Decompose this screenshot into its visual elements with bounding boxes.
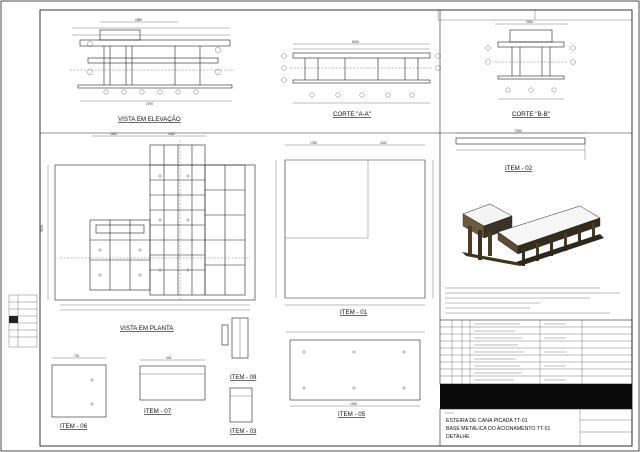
title-line-2: BASE METALICA DO ACIONAMENTO TT-01 <box>446 426 551 432</box>
dim-elev-bottom: 2700 <box>146 102 154 106</box>
title-block-black-band <box>440 384 632 409</box>
label-corte-aa: CORTE "A-A" <box>333 111 371 118</box>
label-vista-elevacao: VISTA EM ELEVAÇÃO <box>118 116 181 123</box>
label-corte-bb: CORTE "B-B" <box>512 111 550 118</box>
dim-item01-right: 1180 <box>380 141 387 145</box>
label-item-07: ITEM - 07 <box>144 408 172 415</box>
dim-item01-left: 1780 <box>310 141 318 145</box>
dim-item05-bottom: 1250 <box>350 402 358 406</box>
dim-planta-left: 5195 <box>40 224 44 232</box>
dim-bb-top: 2000 <box>526 20 534 24</box>
dim-planta-top-right: 1180 <box>168 132 175 136</box>
label-item-06: ITEM - 06 <box>60 423 88 430</box>
label-vista-planta: VISTA EM PLANTA <box>120 325 174 332</box>
title-line-3: DETALHE <box>446 434 470 440</box>
label-item-02: ITEM - 02 <box>505 165 533 172</box>
dim-item07-top: 400 <box>166 356 172 360</box>
dim-elev-top: 1880 <box>135 18 143 22</box>
dim-item02-top: 2000 <box>515 129 523 133</box>
label-item-01: ITEM - 01 <box>340 309 368 316</box>
label-item-09: ITEM - 09 <box>230 375 257 381</box>
label-item-05: ITEM - 05 <box>338 411 366 418</box>
label-item-03: ITEM - 03 <box>230 429 257 435</box>
dim-planta-top-left: 1180 <box>110 132 117 136</box>
title-line-1: ESTEIRA DE CANA PICADA TT-01 <box>446 418 528 424</box>
dim-aa-top: 6160 <box>352 40 360 44</box>
dim-item06-top: 700 <box>74 354 80 358</box>
